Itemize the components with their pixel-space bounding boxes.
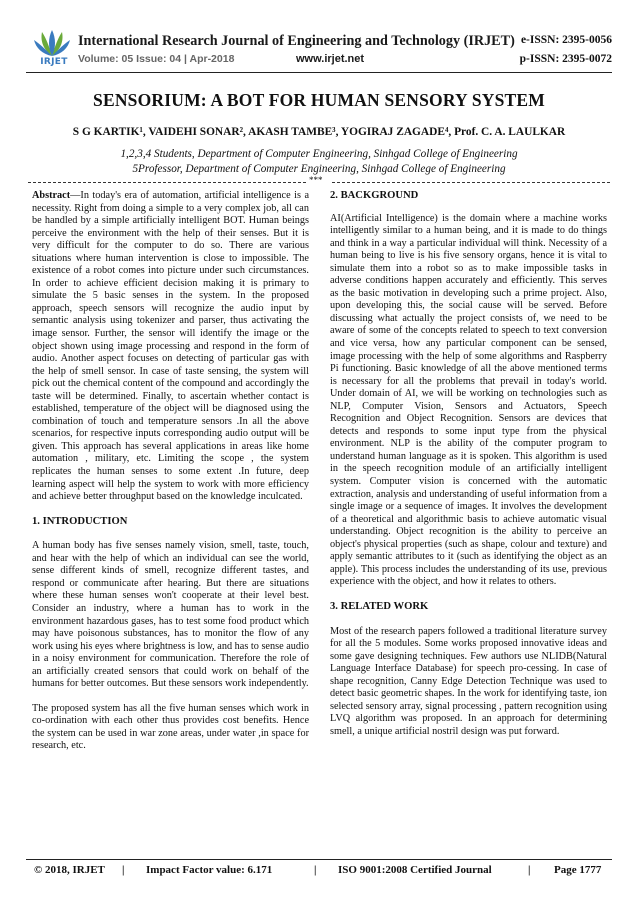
background-paragraph: AI(Artificial Intelligence) is the domain where a machine works intelligently similar to a human being, and it is made to do things and think in a way a particular individual will think. Necessity of a human being to live is his five sensory organs, hence it is vital to simulate them into a robot so as to make impossible tasks in adverse conditions happen accurately and efficiently. This serves as the basic motivation in developing such a prime project. Also, upon developing this, the social cause will be served. Before discussing what actually the project consists of, we need to be aware of some of the concepts related to speech to text conversion and vice versa, how any particular component can be sensed, image processing with the help of some algorithms and Raspberry Pi functioning. Basic knowledge of all the above mentioned terms is necessary for all the problems that prevail in today's world. Under domain of AI, we will be working on technologies such as NLP, Computer Vision, Sensors and Actuators, Speech Recognition and Object Recognition. Sensors are devices that detects and responds to some input type from the physical environment. NLP is the ability of the computer program to understand human language as it is spoken. This algorithm is used in the speech recognition module of an artificially intelligent system. Computer vision is concerned with the automatic extraction, analysis and understanding of useful information from a single image or a sequence of images. It involves the development of a theoretical and algorithmic basis to achieve automatic visual understanding. Object recognition is the ability to perceive an object's physical properties (such as shape, colour and texture) and apply semantic attributes to it (such as identifying the object as an apple). This process includes the understanding of its use, previous experience with the object, and how it relates to others.	[330, 212, 607, 588]
footer-copyright: © 2018, IRJET	[34, 864, 105, 876]
introduction-paragraph-2: The proposed system has all the five human senses which work in co-ordination with each other thus provides cost benefits. Hence the system can be used in war zone areas, under water ,in space for research, etc.	[32, 702, 309, 752]
footer-iso: ISO 9001:2008 Certified Journal	[338, 864, 492, 876]
journal-website-link[interactable]: www.irjet.net	[296, 53, 365, 65]
related-work-paragraph: Most of the research papers followed a traditional literature survey for all the 5 modules. Some works proposed innovative ideas and some gave designing techniques. Few authors use NLIDB(Natural Language Interface Database) for speech pro-cessing. In case of shape recognition, Canny Edge Detection Technique was used to detect basic geometric shapes. In the work for identifying taste, ion selected sensory array, signal processing , pattern recognition using LVQ algorithm was proposed. In an approach for determining smell, a unique artificial nostril design was put forward.	[330, 625, 607, 737]
abstract-paragraph	[32, 190, 309, 504]
background-heading: 2. BACKGROUND	[330, 190, 419, 201]
paper-title: SENSORIUM: A BOT FOR HUMAN SENSORY SYSTEM	[93, 90, 545, 110]
left-column	[32, 190, 309, 753]
footer-separator: |	[122, 864, 125, 876]
footer-separator: |	[528, 864, 531, 876]
affiliation-professor: 5Professor, Department of Computer Engineering, Sinhgad College of Engineering	[132, 163, 506, 175]
header-divider	[26, 72, 612, 73]
section-separator	[28, 175, 610, 186]
footer-separator: |	[314, 864, 317, 876]
e-issn: e-ISSN: 2395-0056	[520, 34, 612, 46]
footer-page-number: Page 1777	[554, 864, 602, 876]
footer-impact-factor: Impact Factor value: 6.171	[146, 864, 273, 876]
abstract-text: —In today's era of automation, artificial intelligence is a necessity. Right from doing a simple to a very complex job, all can be handled by a simple artificially intelligent BOT. Human beings perceive the environment with the help of their senses. But it is very difficult for the computer to do so. There are various situations where human intervention is close to impossible. The existence of a robot comes into picture under such circumstances. In order to achieve efficient decision making it is primary to simulate the 5 basic senses in the system. In the proposed approach, speech sensors will recognize the audio input by semantic analysis using tokenizer and parser, thus activating the image sensor. Further, the sensor will identify the image or the object shown using image processing and respond in the form of audio. Another aspect focuses on detecting of particular gas with the help of smell sensor. In case of taste sensing, the system will pick out the chemical content of the compound and accordingly the taste will be determined. Finally, to ascertain whether contact is established, temperature of the object will be diagnosed using the combination of touch and temperature sensors .In all the above scenarios, for respective inputs corresponding audio output will be given. This approach has several applications in areas like home automation , military, etc. Limiting the scope , the system replicates the human senses to some extent .In future, deep learning aspect will help the system to work with more efficiency and achieve better throughput based on the knowledge inculcated.	[32, 190, 309, 503]
abstract-label: Abstract	[32, 190, 71, 201]
separator-line-right	[332, 182, 610, 183]
footer-divider	[26, 859, 612, 860]
related-work-heading: 3. RELATED WORK	[330, 600, 429, 612]
journal-name: International Research Journal of Engineering and Technology (IRJET)	[78, 33, 515, 49]
author-list: S G KARTIK¹, VAIDEHI SONAR², AKASH TAMBE³, YOGIRAJ ZAGADE⁴, Prof. C. A. LAULKAR	[72, 126, 566, 138]
right-column	[330, 190, 607, 738]
volume-issue: Volume: 05 Issue: 04 | Apr-2018	[78, 53, 235, 65]
logo-text: IRJET	[40, 57, 68, 67]
page-footer	[34, 864, 601, 876]
separator-stars: ***	[309, 175, 323, 185]
introduction-heading: 1. INTRODUCTION	[32, 515, 128, 527]
p-issn: p-ISSN: 2395-0072	[519, 53, 612, 65]
journal-header	[0, 0, 638, 75]
separator-line-left	[28, 182, 306, 183]
introduction-paragraph-1: A human body has five senses namely vision, smell, taste, touch, and hear with the help of which an individual can see the world, sense different kinds of smell, recognize different tastes, and respond or communicate after hearing. But there are situations where these human senses won't cooperate at their level best. Consider an industry, where a human has to work in the environment hazardous gases, has to test some food product which may have poisonous substances, has to monitor the flow of any work using his eyes where brightness is low, and has to sense audio in a noisy environment for communication. Therefore the role of an artificially created sensors that could work on behalf of the humans for better outcomes. But these sensors work independently.	[32, 540, 309, 690]
affiliation-students: 1,2,3,4 Students, Department of Computer Engineering, Sinhgad College of Engineering	[120, 148, 518, 160]
